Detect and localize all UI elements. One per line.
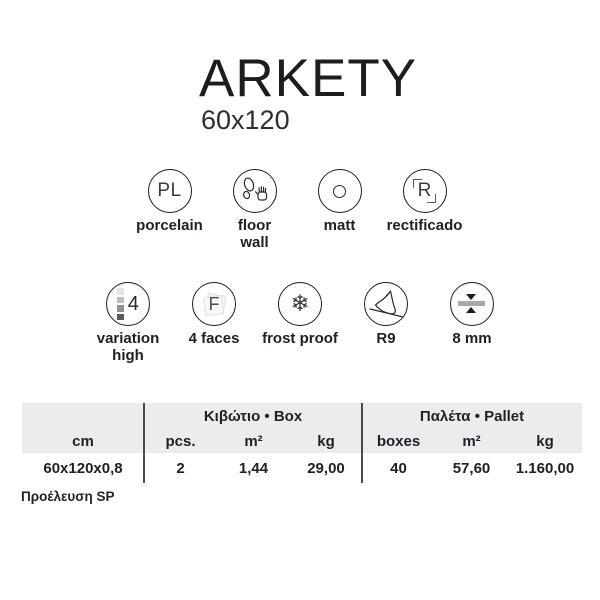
caliper-bottom	[466, 307, 476, 313]
r-glyph: R	[417, 180, 432, 201]
page-title: ARKETY	[199, 49, 418, 108]
cell-kg-pallet: 1.160,00	[508, 453, 582, 483]
thickness-icon	[450, 282, 494, 326]
cell-pcs: 2	[144, 453, 217, 483]
feature-label: variation	[96, 330, 160, 347]
group-header-box: Κιβώτιο • Box	[144, 403, 362, 430]
cell-kg-box: 29,00	[290, 453, 362, 483]
cell-boxes: 40	[362, 453, 435, 483]
feature-8-mm	[429, 282, 515, 364]
group-header-empty	[22, 403, 144, 430]
feature-label: 4 faces	[188, 330, 240, 347]
col-header-m2-pal: m²	[435, 430, 508, 453]
bracket-corner	[427, 194, 436, 203]
feature-row-2	[85, 282, 515, 364]
packing-table	[22, 403, 582, 483]
feature-label: wall	[240, 234, 269, 251]
feature-label: frost proof	[262, 330, 338, 347]
rectified-r-icon	[403, 169, 447, 213]
table-divider	[361, 403, 363, 483]
cell-size: 60x120x0,8	[22, 453, 144, 483]
thickness-bar	[458, 301, 485, 306]
shade-swatches	[117, 288, 124, 320]
table-divider	[143, 403, 145, 483]
feature-row-1	[127, 169, 467, 251]
feature-label: 8 mm	[452, 330, 492, 347]
feature-rectificado	[382, 169, 467, 251]
feature-variation-high	[85, 282, 171, 364]
feature-matt	[297, 169, 382, 251]
feature-label: R9	[376, 330, 396, 347]
feature-label: high	[112, 347, 144, 364]
col-header-pcs: pcs.	[144, 430, 217, 453]
feature-label: rectificado	[386, 217, 463, 234]
col-header-m2-box: m²	[217, 430, 290, 453]
col-header-cm: cm	[22, 430, 144, 453]
caliper-top	[466, 294, 476, 300]
origin-note: Προέλευση SP	[21, 489, 115, 504]
foot-ramp-graphic	[366, 284, 406, 324]
page-subtitle: 60x120	[201, 105, 290, 135]
footprint-hand-icon	[233, 169, 277, 213]
pl-glyph: PL	[157, 180, 182, 201]
snowflake-glyph: ❄	[290, 290, 310, 317]
feature-label: porcelain	[136, 217, 203, 234]
feature-label: floor	[237, 217, 272, 234]
pl-badge-icon	[148, 169, 192, 213]
col-header-kg-box: kg	[290, 430, 362, 453]
feature-frost-proof	[257, 282, 343, 364]
snowflake-icon	[278, 282, 322, 326]
variation-number: 4	[127, 292, 139, 315]
feature-4-faces	[171, 282, 257, 364]
cell-m2-pallet: 57,60	[435, 453, 508, 483]
col-header-kg-pal: kg	[508, 430, 582, 453]
feature-porcelain	[127, 169, 212, 251]
feature-label: matt	[323, 217, 356, 234]
shade-variation-icon	[106, 282, 150, 326]
faces-glyph: F	[208, 293, 220, 314]
bracket-corner	[413, 179, 422, 188]
feature-r9	[343, 282, 429, 364]
faces-icon	[192, 282, 236, 326]
feature-floor-wall	[212, 169, 297, 251]
group-header-pallet: Παλέτα • Pallet	[362, 403, 582, 430]
col-header-boxes: boxes	[362, 430, 435, 453]
foot-ramp-icon	[364, 282, 408, 326]
footprint-hand-graphic	[235, 171, 275, 211]
matt-dot-icon	[318, 169, 362, 213]
matt-dot	[333, 185, 346, 198]
cell-m2-box: 1,44	[217, 453, 290, 483]
